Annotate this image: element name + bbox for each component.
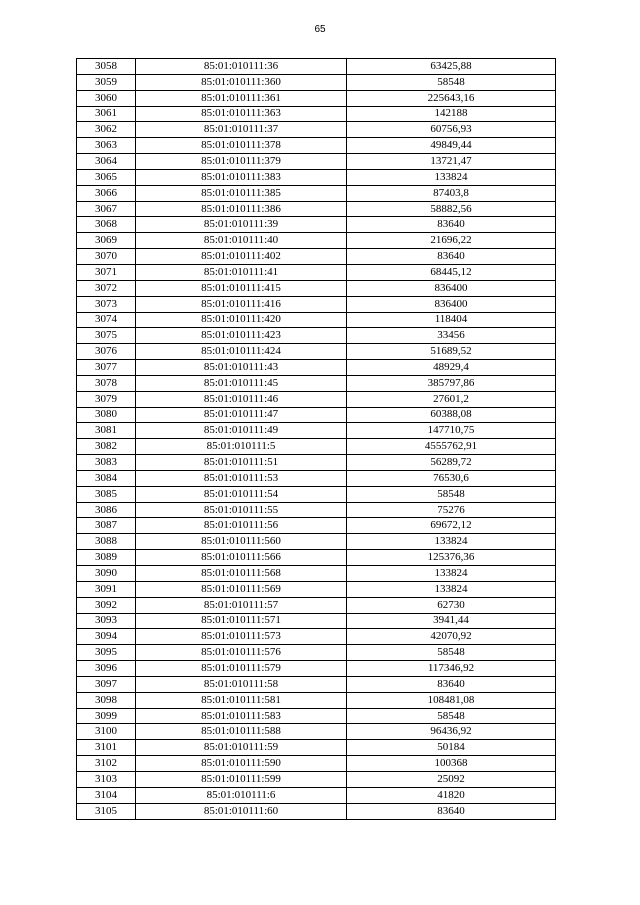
cadastral-number-cell: 85:01:010111:46 (136, 391, 347, 407)
cadastral-number-cell: 85:01:010111:383 (136, 169, 347, 185)
row-number-cell: 3098 (77, 692, 136, 708)
cadastral-number-cell: 85:01:010111:379 (136, 154, 347, 170)
row-number-cell: 3062 (77, 122, 136, 138)
row-number-cell: 3090 (77, 566, 136, 582)
cadastral-number-cell: 85:01:010111:59 (136, 740, 347, 756)
value-cell: 83640 (347, 803, 556, 819)
cadastral-number-cell: 85:01:010111:590 (136, 756, 347, 772)
table-row (77, 486, 556, 502)
cadastral-number-cell: 85:01:010111:378 (136, 138, 347, 154)
cadastral-number-cell: 85:01:010111:40 (136, 233, 347, 249)
page-number: 65 (314, 24, 326, 35)
cadastral-number-cell: 85:01:010111:402 (136, 249, 347, 265)
row-number-cell: 3103 (77, 771, 136, 787)
row-number-cell: 3069 (77, 233, 136, 249)
table-row (77, 803, 556, 819)
row-number-cell: 3082 (77, 439, 136, 455)
table-row (77, 74, 556, 90)
cadastral-number-cell: 85:01:010111:424 (136, 344, 347, 360)
table-row (77, 407, 556, 423)
row-number-cell: 3084 (77, 470, 136, 486)
table-row (77, 360, 556, 376)
value-cell: 58548 (347, 74, 556, 90)
value-cell: 49849,44 (347, 138, 556, 154)
value-cell: 48929,4 (347, 360, 556, 376)
cadastral-number-cell: 85:01:010111:423 (136, 328, 347, 344)
table-row (77, 423, 556, 439)
value-cell: 42070,92 (347, 629, 556, 645)
row-number-cell: 3073 (77, 296, 136, 312)
cadastral-number-cell: 85:01:010111:47 (136, 407, 347, 423)
table-row (77, 249, 556, 265)
cadastral-number-cell: 85:01:010111:5 (136, 439, 347, 455)
table-row (77, 566, 556, 582)
value-cell: 4555762,91 (347, 439, 556, 455)
cadastral-number-cell: 85:01:010111:55 (136, 502, 347, 518)
row-number-cell: 3088 (77, 534, 136, 550)
value-cell: 96436,92 (347, 724, 556, 740)
row-number-cell: 3095 (77, 645, 136, 661)
value-cell: 147710,75 (347, 423, 556, 439)
row-number-cell: 3065 (77, 169, 136, 185)
value-cell: 58548 (347, 486, 556, 502)
cadastral-number-cell: 85:01:010111:360 (136, 74, 347, 90)
value-cell: 62730 (347, 597, 556, 613)
row-number-cell: 3104 (77, 787, 136, 803)
table-row (77, 106, 556, 122)
table-row (77, 280, 556, 296)
table-row (77, 154, 556, 170)
table-row (77, 550, 556, 566)
cadastral-number-cell: 85:01:010111:385 (136, 185, 347, 201)
value-cell: 133824 (347, 566, 556, 582)
cadastral-number-cell: 85:01:010111:576 (136, 645, 347, 661)
value-cell: 133824 (347, 581, 556, 597)
row-number-cell: 3058 (77, 59, 136, 75)
row-number-cell: 3068 (77, 217, 136, 233)
row-number-cell: 3101 (77, 740, 136, 756)
table-row (77, 518, 556, 534)
row-number-cell: 3075 (77, 328, 136, 344)
table-row (77, 676, 556, 692)
row-number-cell: 3094 (77, 629, 136, 645)
row-number-cell: 3059 (77, 74, 136, 90)
row-number-cell: 3081 (77, 423, 136, 439)
value-cell: 41820 (347, 787, 556, 803)
value-cell: 25092 (347, 771, 556, 787)
value-cell: 836400 (347, 296, 556, 312)
value-cell: 76530,6 (347, 470, 556, 486)
table-row (77, 233, 556, 249)
row-number-cell: 3102 (77, 756, 136, 772)
table-row (77, 661, 556, 677)
value-cell: 13721,47 (347, 154, 556, 170)
cadastral-number-cell: 85:01:010111:39 (136, 217, 347, 233)
value-cell: 836400 (347, 280, 556, 296)
row-number-cell: 3076 (77, 344, 136, 360)
value-cell: 83640 (347, 676, 556, 692)
row-number-cell: 3096 (77, 661, 136, 677)
value-cell: 51689,52 (347, 344, 556, 360)
value-cell: 60756,93 (347, 122, 556, 138)
cadastral-number-cell: 85:01:010111:6 (136, 787, 347, 803)
value-cell: 133824 (347, 169, 556, 185)
table-row (77, 470, 556, 486)
table-row (77, 771, 556, 787)
row-number-cell: 3063 (77, 138, 136, 154)
value-cell: 118404 (347, 312, 556, 328)
table-row (77, 312, 556, 328)
table-row (77, 692, 556, 708)
row-number-cell: 3093 (77, 613, 136, 629)
cadastral-number-cell: 85:01:010111:41 (136, 264, 347, 280)
table-row (77, 756, 556, 772)
table-row (77, 613, 556, 629)
cadastral-number-cell: 85:01:010111:57 (136, 597, 347, 613)
row-number-cell: 3100 (77, 724, 136, 740)
value-cell: 125376,36 (347, 550, 556, 566)
cadastral-number-cell: 85:01:010111:54 (136, 486, 347, 502)
table-row (77, 122, 556, 138)
table-row (77, 264, 556, 280)
cadastral-number-cell: 85:01:010111:566 (136, 550, 347, 566)
value-cell: 33456 (347, 328, 556, 344)
row-number-cell: 3079 (77, 391, 136, 407)
row-number-cell: 3097 (77, 676, 136, 692)
row-number-cell: 3066 (77, 185, 136, 201)
value-cell: 58882,56 (347, 201, 556, 217)
cadastral-number-cell: 85:01:010111:36 (136, 59, 347, 75)
cadastral-number-cell: 85:01:010111:58 (136, 676, 347, 692)
table-row (77, 597, 556, 613)
cadastral-number-cell: 85:01:010111:573 (136, 629, 347, 645)
row-number-cell: 3067 (77, 201, 136, 217)
row-number-cell: 3087 (77, 518, 136, 534)
value-cell: 60388,08 (347, 407, 556, 423)
table-row (77, 59, 556, 75)
row-number-cell: 3080 (77, 407, 136, 423)
table-row (77, 90, 556, 106)
row-number-cell: 3078 (77, 375, 136, 391)
row-number-cell: 3092 (77, 597, 136, 613)
cadastral-number-cell: 85:01:010111:45 (136, 375, 347, 391)
row-number-cell: 3105 (77, 803, 136, 819)
value-cell: 21696,22 (347, 233, 556, 249)
value-cell: 68445,12 (347, 264, 556, 280)
cadastral-number-cell: 85:01:010111:581 (136, 692, 347, 708)
cadastral-number-cell: 85:01:010111:420 (136, 312, 347, 328)
cadastral-number-cell: 85:01:010111:568 (136, 566, 347, 582)
table-row (77, 439, 556, 455)
table-row (77, 629, 556, 645)
value-cell: 27601,2 (347, 391, 556, 407)
value-cell: 142188 (347, 106, 556, 122)
cadastral-number-cell: 85:01:010111:49 (136, 423, 347, 439)
value-cell: 225643,16 (347, 90, 556, 106)
value-cell: 50184 (347, 740, 556, 756)
table-row (77, 344, 556, 360)
value-cell: 83640 (347, 249, 556, 265)
table-row (77, 201, 556, 217)
cadastral-number-cell: 85:01:010111:37 (136, 122, 347, 138)
table-row (77, 328, 556, 344)
cadastral-number-cell: 85:01:010111:43 (136, 360, 347, 376)
row-number-cell: 3083 (77, 455, 136, 471)
row-number-cell: 3072 (77, 280, 136, 296)
table-row (77, 217, 556, 233)
table-row (77, 787, 556, 803)
cadastral-number-cell: 85:01:010111:583 (136, 708, 347, 724)
cadastral-number-cell: 85:01:010111:386 (136, 201, 347, 217)
cadastral-number-cell: 85:01:010111:416 (136, 296, 347, 312)
cadastral-number-cell: 85:01:010111:560 (136, 534, 347, 550)
table-row (77, 740, 556, 756)
table-row (77, 138, 556, 154)
row-number-cell: 3085 (77, 486, 136, 502)
value-cell: 385797,86 (347, 375, 556, 391)
row-number-cell: 3061 (77, 106, 136, 122)
cadastral-number-cell: 85:01:010111:579 (136, 661, 347, 677)
row-number-cell: 3064 (77, 154, 136, 170)
table-row (77, 724, 556, 740)
cadastral-number-cell: 85:01:010111:56 (136, 518, 347, 534)
value-cell: 58548 (347, 645, 556, 661)
row-number-cell: 3060 (77, 90, 136, 106)
row-number-cell: 3077 (77, 360, 136, 376)
table-row (77, 296, 556, 312)
row-number-cell: 3071 (77, 264, 136, 280)
value-cell: 58548 (347, 708, 556, 724)
row-number-cell: 3099 (77, 708, 136, 724)
cadastral-number-cell: 85:01:010111:53 (136, 470, 347, 486)
row-number-cell: 3089 (77, 550, 136, 566)
table-row (77, 185, 556, 201)
value-cell: 83640 (347, 217, 556, 233)
cadastral-number-cell: 85:01:010111:571 (136, 613, 347, 629)
cadastral-number-cell: 85:01:010111:361 (136, 90, 347, 106)
value-cell: 117346,92 (347, 661, 556, 677)
value-cell: 69672,12 (347, 518, 556, 534)
table-row (77, 534, 556, 550)
table-row (77, 581, 556, 597)
value-cell: 3941,44 (347, 613, 556, 629)
table-body (77, 59, 556, 820)
cadastral-number-cell: 85:01:010111:588 (136, 724, 347, 740)
cadastral-number-cell: 85:01:010111:363 (136, 106, 347, 122)
value-cell: 133824 (347, 534, 556, 550)
cadastral-number-cell: 85:01:010111:60 (136, 803, 347, 819)
table-row (77, 645, 556, 661)
table-row (77, 169, 556, 185)
table-row (77, 391, 556, 407)
cadastral-number-cell: 85:01:010111:415 (136, 280, 347, 296)
cadastral-number-cell: 85:01:010111:51 (136, 455, 347, 471)
value-cell: 100368 (347, 756, 556, 772)
table-row (77, 375, 556, 391)
row-number-cell: 3070 (77, 249, 136, 265)
table-row (77, 502, 556, 518)
row-number-cell: 3091 (77, 581, 136, 597)
row-number-cell: 3074 (77, 312, 136, 328)
cadastral-number-cell: 85:01:010111:599 (136, 771, 347, 787)
cadastral-value-table (76, 58, 556, 820)
cadastral-number-cell: 85:01:010111:569 (136, 581, 347, 597)
value-cell: 63425,88 (347, 59, 556, 75)
table-row (77, 708, 556, 724)
value-cell: 56289,72 (347, 455, 556, 471)
value-cell: 87403,8 (347, 185, 556, 201)
row-number-cell: 3086 (77, 502, 136, 518)
value-cell: 75276 (347, 502, 556, 518)
value-cell: 108481,08 (347, 692, 556, 708)
table-row (77, 455, 556, 471)
